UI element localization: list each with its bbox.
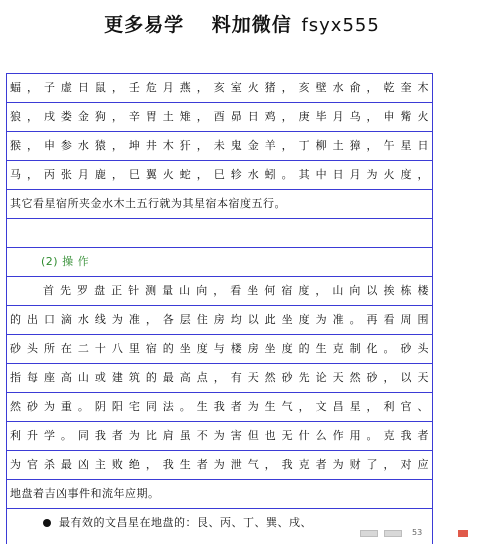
bullet-text: 最有效的文昌星在地盘的：艮、丙、丁、巽、戌、 (59, 516, 312, 529)
close-icon[interactable] (458, 530, 468, 537)
document-page (6, 73, 433, 544)
text-line: 马，丙张月鹿，巳翼火蛇，巳轸水蚓。其中日月为火度， (7, 161, 432, 190)
title-wechat-label: 料加微信 (211, 14, 292, 36)
text-line: 其它看星宿所夹金水木土五行就为其星宿本宿度五行。 (7, 190, 432, 219)
paragraph-line: 然砂为重。阴阳宅同法。生我者为生气，文昌星，利官、 (7, 393, 432, 422)
paragraph-line: 为官杀最凶主败绝，我生者为泄气，我克者为财了，对应 (7, 451, 432, 480)
paragraph-line: 的出口滴水线为准，各层住房均以此坐度为准。再看周围 (7, 306, 432, 335)
title-main: 更多易学 (104, 14, 185, 36)
prev-page-button[interactable] (360, 530, 378, 537)
paragraph-line: 指每座高山或建筑的最高点，有天然砂先论天然砂，以天 (7, 364, 432, 393)
page-title (0, 10, 484, 37)
paragraph-line: 首先罗盘正针测量山向，看坐何宿度，山向以挨栋楼 (7, 277, 432, 306)
paragraph-line: 砂头所在二十八里宿的坐度与楼房坐度的生克制化。砂头 (7, 335, 432, 364)
bullet-icon (43, 519, 51, 527)
text-line: 猴，申参水猿，坤井木犴，未鬼金羊，丁柳土獐，午星日 (7, 132, 432, 161)
text-line: 蝠，子虚日鼠，壬危月燕，亥室火猪，亥壁水俞，乾奎木 (7, 74, 432, 103)
viewer-toolbar (354, 528, 484, 537)
section-heading: (2) 操 作 (7, 248, 432, 277)
paragraph-line: 利升学。同我者为比肩虽不为害但也无什么作用。克我者 (7, 422, 432, 451)
paragraph-line: 地盘着吉凶事件和流年应期。 (7, 480, 432, 509)
blank-line (7, 219, 432, 248)
text-line: 狼，戌娄金狗，辛胃土雉，酉昴日鸡，庚毕月乌，申觜火 (7, 103, 432, 132)
next-page-button[interactable] (384, 530, 402, 537)
page-indicator: 53 (412, 528, 423, 537)
title-wechat-id: fsyx555 (301, 15, 380, 36)
